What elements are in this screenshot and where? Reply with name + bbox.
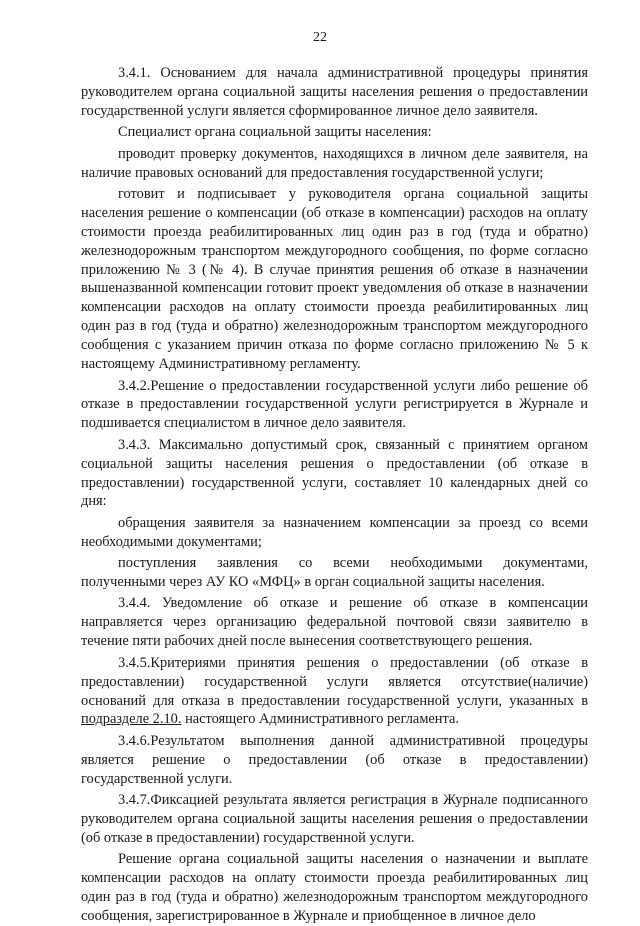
paragraph-applicant-request: обращения заявителя за назначением компенсации за проезд со всеми необходимыми документами; xyxy=(81,514,588,550)
paragraph-3-4-4: 3.4.4. Уведомление об отказе и решение об отказе в компенсации направляется через организацию федеральной почтовой связи заявителю в течение пяти рабочих дней после вынесения соответствующего решения. xyxy=(81,595,588,650)
paragraph-3-4-6: 3.4.6.Результатом выполнения данной административной процедуры является решение о предоставлении (об отказе в предоставлении) государственной услуги. xyxy=(81,732,588,787)
page-number: 22 xyxy=(313,30,327,45)
paragraph-check-documents: проводит проверку документов, находящихся в личном деле заявителя, на наличие правовых оснований для предоставления государственной услуги; xyxy=(81,145,588,181)
paragraph-3-4-2: 3.4.2.Решение о предоставлении государственной услуги либо решение об отказе в предоставлении государственной услуги регистрируется в Журнале и подшивается специалистом в личное дело заявителя. xyxy=(81,377,588,432)
document-body xyxy=(81,64,588,926)
paragraph-3-4-5-end: настоящего Административного регламента. xyxy=(181,711,459,728)
paragraph-3-4-5-text: 3.4.5.Критериями принятия решения о предоставлении (об отказе в предоставлении) государственной услуги является отсутствие(наличие) оснований для отказа в предоставлении государственной услуги, указанных в xyxy=(81,654,588,709)
paragraph-3-4-5 xyxy=(81,654,588,730)
paragraph-mfc-request: поступления заявления со всеми необходимыми документами, полученными через АУ КО «МФЦ» в орган социальной защиты населения. xyxy=(81,555,588,591)
paragraph-3-4-1: 3.4.1. Основанием для начала административной процедуры принятия руководителем органа социальной защиты населения решения о предоставлении государственной услуги является сформированное личное дело заявителя. xyxy=(81,65,588,119)
paragraph-3-4-7: 3.4.7.Фиксацией результата является регистрация в Журнале подписанного руководителем органа социальной защиты населения решения о предоставлении (об отказе в предоставлении) государственной услуги. xyxy=(81,792,588,846)
paragraph-specialist: Специалист органа социальной защиты населения: xyxy=(118,124,432,141)
paragraph-prepare-decision: готовит и подписывает у руководителя органа социальной защиты населения решение о компенсации (об отказе в компенсации) расходов на оплату стоимости проезда реабилитированных лиц один раз в год (туда и обратно) железнодорожным транспортом междугородного сообщения, по форме согласно приложению № 3 (№ 4). В случае принятия решения об отказе в назначении вышеназванной компенсации готовит проект уведомления об отказе в назначении компенсации расходов на оплату стоимости проезда реабилитированных лиц один раз в год (туда и обратно) железнодорожным транспортом междугородного сообщения с указанием причин отказа по форме согласно приложению № 5 к настоящему Административному регламенту. xyxy=(81,185,588,373)
paragraph-3-4-3: 3.4.3. Максимально допустимый срок, связанный с принятием органом социальной защиты населения решения о предоставлении (об отказе в предоставлении) государственной услуги, составляет 10 календарных дней со дня: xyxy=(81,436,588,510)
paragraph-decision-registered: Решение органа социальной защиты населения о назначении и выплате компенсации расходов на оплату стоимости проезда реабилитированных лиц один раз в год (туда и обратно) железнодорожным транспортом междугородного сообщения, зарегистрированное в Журнале и приобщенное в личное дело xyxy=(81,851,588,924)
subsection-2-10-link[interactable]: подразделе 2.10. xyxy=(81,711,182,728)
